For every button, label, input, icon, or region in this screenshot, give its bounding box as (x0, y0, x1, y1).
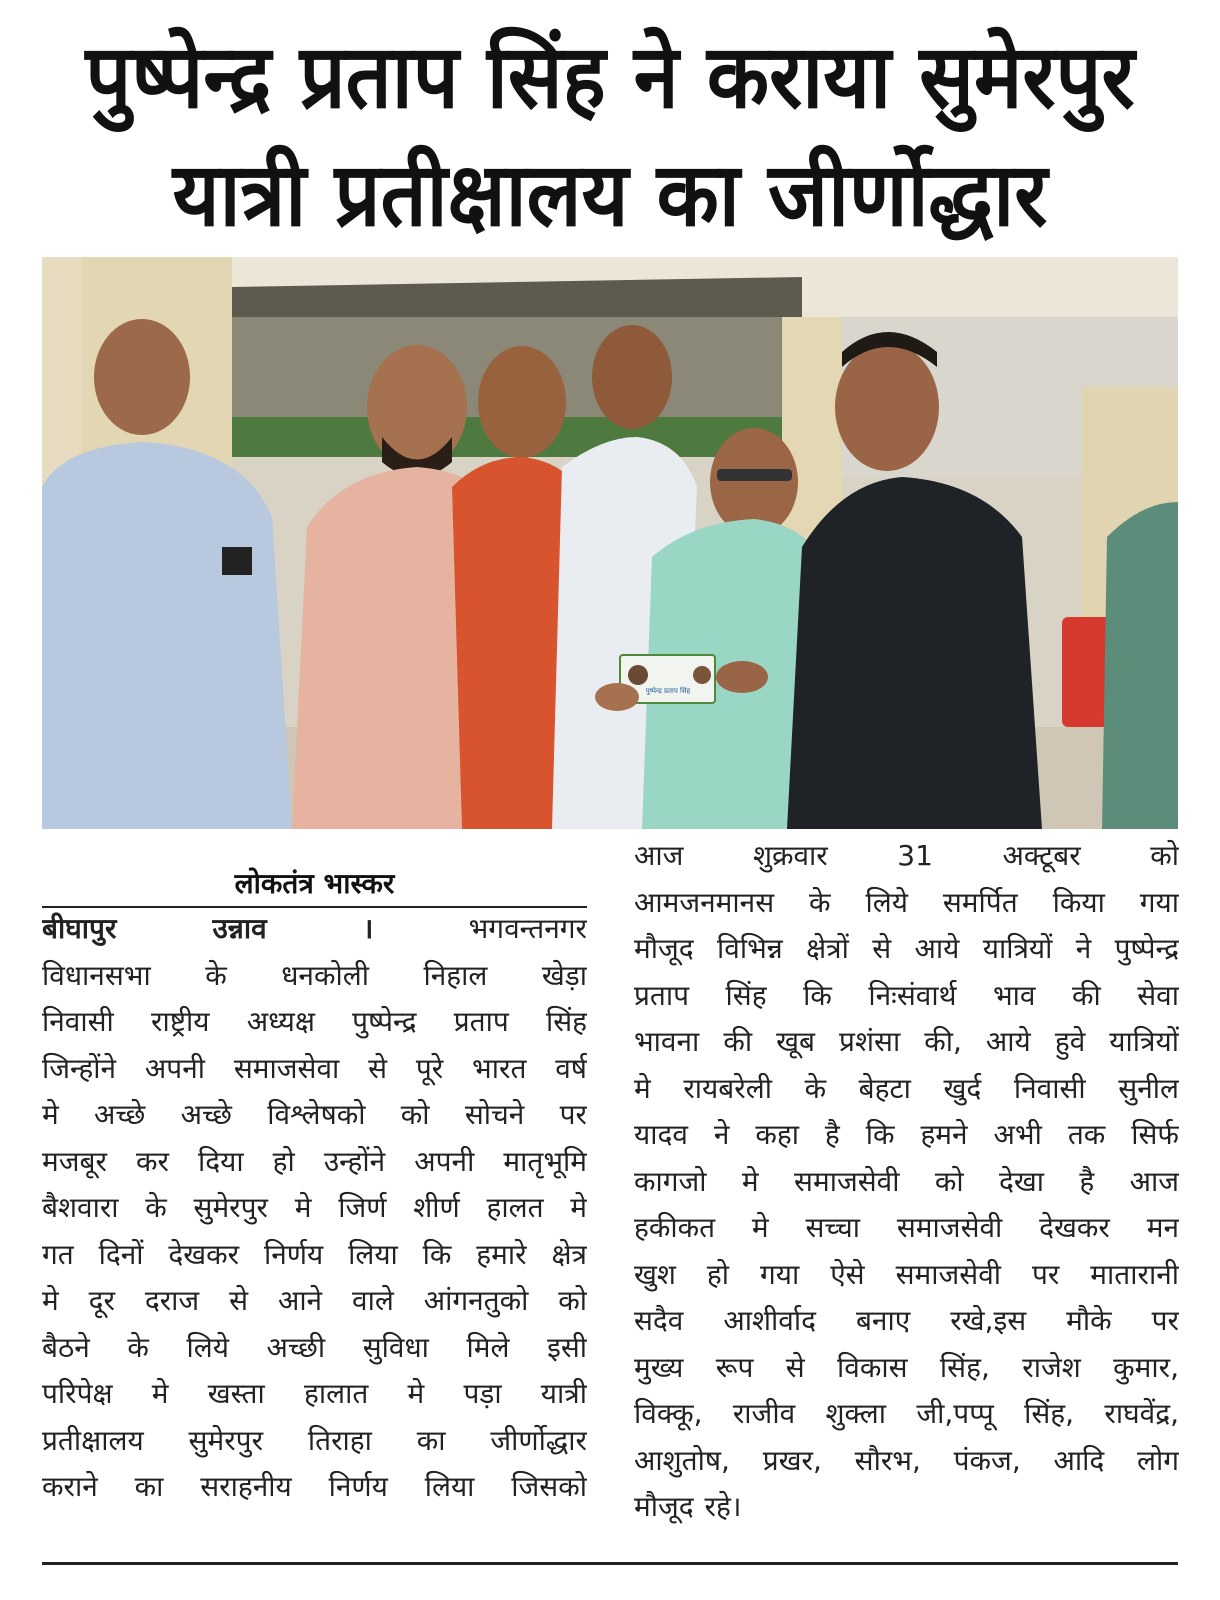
text-line: सदैव आशीर्वाद बनाए रखे,इस मौके पर (634, 1304, 1179, 1337)
text-line: बैठने के लिये अच्छी सुविधा मिले इसी (42, 1330, 587, 1364)
headline-line-2: यात्री प्रतीक्षालय का जीर्णोद्धार (172, 143, 1048, 246)
text-line: विक्कू, राजीव शुक्ला जी,पप्पू सिंह, राघवेंद्र, (634, 1397, 1179, 1430)
text-line: आमजनमानस के लिये समर्पित किया गया (634, 885, 1179, 919)
bottom-rule (42, 1562, 1178, 1565)
text-line: आशुतोष, प्रखर, सौरभ, पंकज, आदि लोग (634, 1443, 1179, 1477)
headline-line-1: पुष्पेन्द्र प्रताप सिंह ने कराया सुमेरपुर (85, 25, 1135, 128)
text-line: प्रताप सिंह कि निःसंवार्थ भाव की सेवा (634, 978, 1179, 1012)
dateline-row (42, 906, 587, 953)
text-line: निवासी राष्ट्रीय अध्यक्ष पुष्पेन्द्र प्रताप सिंह (42, 1005, 587, 1038)
text-line: मौजूद विभिन्न क्षेत्रों से आये यात्रियों ने पुष्पेन्द्र (634, 932, 1179, 965)
article-right-column (634, 833, 1179, 1531)
text-line: मौजूद रहे। (634, 1490, 742, 1523)
text-line: बैशवारा के सुमेरपुर मे जिर्ण शीर्ण हालत मे (42, 1191, 587, 1224)
text-line: जिन्होंने अपनी समाजसेवा से पूरे भारत वर्ष (42, 1051, 587, 1085)
text-line: मे रायबरेली के बेहटा खुर्द निवासी सुनील (634, 1071, 1179, 1105)
text-line: कागजो मे समाजसेवी को देखा है आज (634, 1164, 1179, 1198)
dateline: बीघापुर उन्नाव । (42, 912, 374, 945)
text-line: खुश हो गया ऐसे समाजसेवी पर मातारानी (634, 1257, 1179, 1291)
text-line: यादव ने कहा है कि हमने अभी तक सिर्फ (634, 1118, 1179, 1151)
byline: लोकतंत्र भास्कर (234, 867, 395, 900)
text-line: मुख्य रूप से विकास सिंह, राजेश कुमार, (634, 1350, 1179, 1384)
text-line: विधानसभा के धनकोली निहाल खेड़ा (42, 958, 587, 992)
text-line: गत दिनों देखकर निर्णय लिया कि हमारे क्षेत्र (42, 1237, 587, 1271)
text-line: भगवन्तनगर (468, 912, 587, 945)
text-line: भावना की खूब प्रशंसा की, आये हुवे यात्रियों (634, 1025, 1179, 1058)
text-line: परिपेक्ष मे खस्ता हालात मे पड़ा यात्री (42, 1377, 587, 1410)
text-line: प्रतीक्षालय सुमेरपुर तिराहा का जीर्णोद्धार (42, 1423, 587, 1457)
article-left-column (42, 906, 587, 1511)
text-line: मजबूर कर दिया हो उन्होंने अपनी मातृभूमि (42, 1144, 587, 1178)
photo-card-text: पुष्पेन्द्र प्रताप सिंह (645, 687, 691, 695)
text-line: मे दूर दराज से आने वाले आंगनतुको को (42, 1284, 587, 1317)
text-line: कराने का सराहनीय निर्णय लिया जिसको (42, 1470, 587, 1503)
text-line: मे अच्छे अच्छे विश्लेषको को सोचने पर (42, 1098, 587, 1131)
text-line: आज शुक्रवार 31 अक्टूबर को (634, 839, 1179, 872)
text-line: हकीकत मे सच्चा समाजसेवी देखकर मन (634, 1211, 1179, 1244)
news-photo (42, 257, 1178, 829)
